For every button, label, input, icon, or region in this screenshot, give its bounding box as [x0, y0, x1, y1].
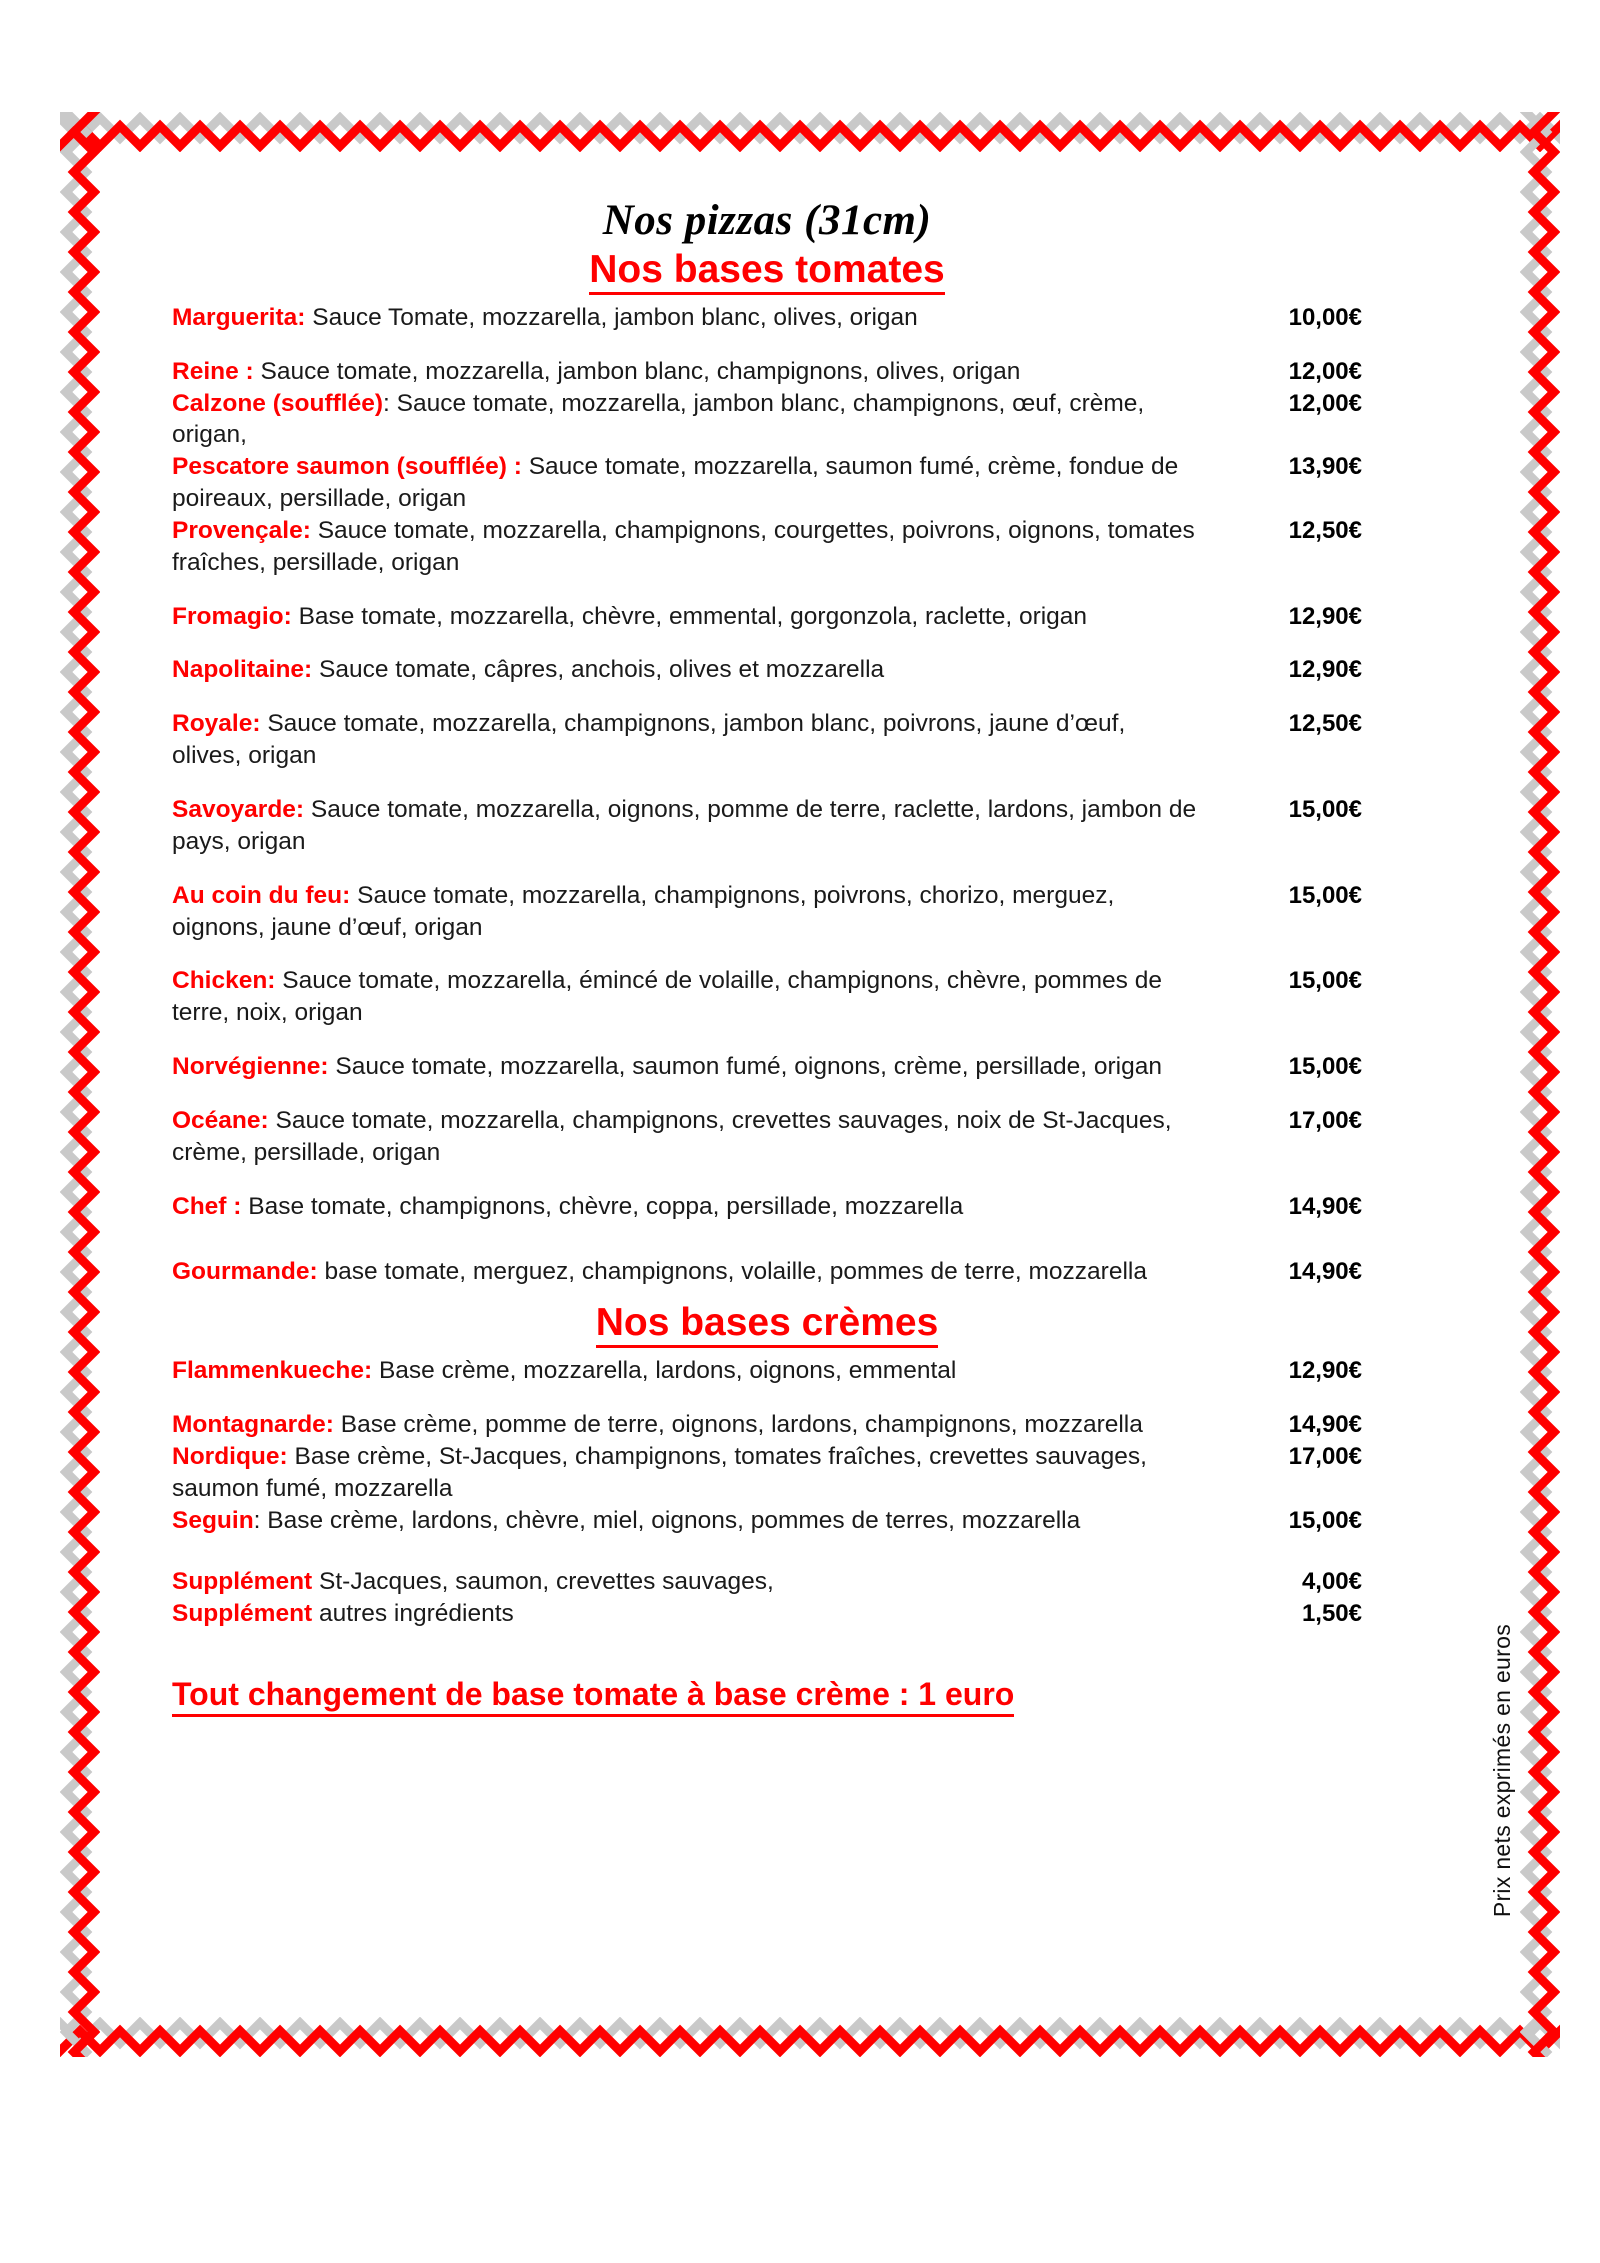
menu-item-price: 15,00€	[1288, 967, 1362, 995]
menu-item	[172, 1441, 1362, 1505]
menu-item-description: : Base crème, lardons, chèvre, miel, oignons, pommes de terres, mozzarella	[253, 1506, 1081, 1534]
menu-item-name: Gourmande:	[172, 1258, 318, 1286]
menu-item-name: Au coin du feu:	[172, 881, 351, 909]
supplement-name: Supplément	[172, 1600, 313, 1628]
menu-item-description: Base crème, St-Jacques, champignons, tomates fraîches, crevettes sauvages, saumon fumé, mozzarella	[172, 1442, 1147, 1502]
menu-item	[172, 1355, 1362, 1387]
menu-item-name: Norvégienne:	[172, 1053, 329, 1081]
menu-item-text	[172, 388, 1212, 452]
menu-item-text	[172, 515, 1212, 579]
menu-item-name: Chicken:	[172, 967, 276, 995]
menu-item-price: 12,50€	[1288, 516, 1362, 544]
menu-item-name: Marguerita:	[172, 303, 306, 331]
menu-item	[172, 1409, 1362, 1441]
spacer	[172, 943, 1362, 965]
menu-item	[172, 1191, 1362, 1223]
menu-content	[172, 196, 1362, 1713]
menu-item-price: 12,90€	[1288, 1357, 1362, 1385]
menu-item-description: Base tomate, champignons, chèvre, coppa, persillade, mozzarella	[241, 1192, 964, 1220]
spacer	[172, 858, 1362, 880]
menu-item-price: 14,90€	[1288, 1192, 1362, 1220]
menu-item-text	[172, 302, 1212, 334]
border-left	[60, 112, 100, 2057]
menu-item-price: 12,00€	[1288, 389, 1362, 417]
supplement-price: 1,50€	[1301, 1600, 1362, 1628]
menu-item-description: Sauce tomate, mozzarella, saumon fumé, oignons, crème, persillade, origan	[328, 1053, 1162, 1081]
menu-item-description: Base tomate, mozzarella, chèvre, emmental, gorgonzola, raclette, origan	[291, 602, 1088, 630]
menu-item-description: Sauce tomate, mozzarella, oignons, pomme de terre, raclette, lardons, jambon de pays, origan	[172, 796, 1197, 855]
menu-item	[172, 1505, 1362, 1537]
menu-item-price: 14,90€	[1288, 1258, 1362, 1286]
section-heading-tomates	[172, 249, 1362, 292]
menu-item-price: 12,50€	[1288, 710, 1362, 738]
menu-item-price: 17,00€	[1288, 1442, 1362, 1470]
base-change-note	[172, 1676, 1362, 1713]
menu-item-text	[172, 654, 1212, 686]
section-heading-cremes	[172, 1302, 1362, 1345]
menu-item-description: Sauce tomate, mozzarella, champignons, crevettes sauvages, noix de St-Jacques, crème, persillade, origan	[172, 1106, 1172, 1166]
menu-item-description: Sauce tomate, mozzarella, émincé de volaille, champignons, chèvre, pommes de terre, noix, origan	[172, 967, 1162, 1027]
menu-item-price: 12,00€	[1288, 357, 1362, 385]
supplement-description: autres ingrédients	[312, 1600, 514, 1628]
menu-item	[172, 302, 1362, 334]
menu-item-description: Sauce tomate, mozzarella, jambon blanc, champignons, olives, origan	[253, 357, 1021, 385]
menu-item-price: 12,90€	[1288, 656, 1362, 684]
menu-item-text	[172, 1105, 1212, 1169]
menu-item-name: Provençale:	[172, 516, 311, 544]
menu-item-description: Base crème, pomme de terre, oignons, lardons, champignons, mozzarella	[333, 1411, 1143, 1439]
menu-item-text	[172, 601, 1212, 633]
spacer	[172, 579, 1362, 601]
menu-item-name: Flammenkueche:	[172, 1357, 373, 1385]
menu-item-description: Base crème, mozzarella, lardons, oignons, emmental	[372, 1357, 957, 1385]
supplement-name: Supplément	[172, 1568, 313, 1596]
menu-item	[172, 388, 1362, 452]
menu-item	[172, 601, 1362, 633]
border-right	[1520, 112, 1560, 2057]
supplements-section	[172, 1566, 1362, 1630]
menu-item	[172, 515, 1362, 579]
menu-item-description: Sauce tomate, mozzarella, saumon fumé, crème, fondue de poireaux, persillade, origan	[172, 453, 1179, 513]
menu-item	[172, 654, 1362, 686]
menu-item-text	[172, 1409, 1212, 1441]
menu-item-description: base tomate, merguez, champignons, volaille, pommes de terre, mozzarella	[317, 1258, 1147, 1286]
menu-item-name: Napolitaine:	[172, 656, 313, 684]
menu-item-description: Sauce tomate, mozzarella, champignons, poivrons, chorizo, merguez, oignons, jaune d’œuf, origan	[172, 881, 1115, 941]
menu-item	[172, 1105, 1362, 1169]
menu-item-text	[172, 1505, 1212, 1537]
menu-item-price: 13,90€	[1288, 453, 1362, 481]
menu-item-text	[172, 356, 1212, 388]
menu-item	[172, 880, 1362, 944]
menu-item-name: Calzone (soufflée)	[172, 389, 383, 417]
spacer	[172, 1169, 1362, 1191]
spacer	[172, 1387, 1362, 1409]
menu-item-description: Sauce tomate, câpres, anchois, olives et mozzarella	[312, 656, 885, 684]
page-title: Nos pizzas (31cm)	[602, 197, 932, 244]
menu-item-name: Fromagio:	[172, 602, 292, 630]
spacer	[172, 1029, 1362, 1051]
menu-item-price: 15,00€	[1288, 881, 1362, 909]
spacer	[172, 1083, 1362, 1105]
price-disclaimer-vertical: Prix nets exprimés en euros	[1489, 1624, 1515, 1918]
menu-item-text	[172, 880, 1212, 944]
menu-item-name: Seguin	[172, 1506, 254, 1534]
menu-item-text	[172, 965, 1212, 1029]
menu-item	[172, 708, 1362, 772]
border-bottom	[60, 2017, 1560, 2057]
spacer	[172, 334, 1362, 356]
supplement-row	[172, 1598, 1362, 1630]
spacer	[172, 772, 1362, 794]
menu-item-name: Montagnarde:	[172, 1411, 334, 1439]
menu-item	[172, 965, 1362, 1029]
menu-item-description: Sauce Tomate, mozzarella, jambon blanc, olives, origan	[305, 303, 918, 331]
menu-item-price: 12,90€	[1288, 602, 1362, 630]
menu-item	[172, 1256, 1362, 1288]
menu-item-name: Reine :	[172, 357, 254, 385]
menu-item-price: 15,00€	[1288, 796, 1362, 824]
spacer	[172, 686, 1362, 708]
supplement-text	[172, 1566, 1212, 1598]
menu-item-price: 14,90€	[1288, 1411, 1362, 1439]
menu-item-price: 15,00€	[1288, 1053, 1362, 1081]
menu-item	[172, 794, 1362, 858]
spacer	[172, 632, 1362, 654]
menu-section-tomates	[172, 302, 1362, 1288]
supplement-row	[172, 1566, 1362, 1598]
section-heading-cremes-label: Nos bases crèmes	[596, 1301, 939, 1348]
menu-section-cremes	[172, 1355, 1362, 1536]
menu-item	[172, 356, 1362, 388]
supplement-description: St-Jacques, saumon, crevettes sauvages,	[312, 1568, 774, 1596]
menu-item-text	[172, 1441, 1212, 1505]
section-heading-tomates-label: Nos bases tomates	[589, 248, 944, 295]
supplement-text	[172, 1598, 1212, 1630]
menu-item-text	[172, 708, 1212, 772]
menu-item-name: Nordique:	[172, 1442, 288, 1470]
menu-item-text	[172, 1256, 1212, 1288]
menu-item-text	[172, 451, 1212, 515]
menu-item-name: Royale:	[172, 710, 261, 738]
menu-item-name: Pescatore saumon (soufflée) :	[172, 453, 522, 481]
menu-item	[172, 1051, 1362, 1083]
menu-item-price: 15,00€	[1288, 1506, 1362, 1534]
menu-item-text	[172, 1051, 1212, 1083]
menu-item-price: 17,00€	[1288, 1106, 1362, 1134]
menu-item-name: Chef :	[172, 1192, 242, 1220]
menu-item-description: Sauce tomate, mozzarella, champignons, courgettes, poivrons, oignons, tomates fraîches, persillade, origan	[172, 516, 1195, 576]
menu-item-text	[172, 794, 1212, 858]
supplement-price: 4,00€	[1301, 1568, 1362, 1596]
menu-item-text	[172, 1191, 1212, 1223]
spacer	[172, 1222, 1362, 1256]
menu-item	[172, 451, 1362, 515]
menu-item-description: : Sauce tomate, mozzarella, jambon blanc, champignons, œuf, crème, origan,	[172, 389, 1145, 449]
menu-item-name: Savoyarde:	[172, 796, 305, 824]
base-change-note-label: Tout changement de base tomate à base crème : 1 euro	[172, 1676, 1014, 1717]
menu-item-name: Océane:	[172, 1106, 269, 1134]
menu-item-description: Sauce tomate, mozzarella, champignons, jambon blanc, poivrons, jaune d’œuf, olives, origan	[172, 710, 1126, 770]
menu-item-price: 10,00€	[1288, 303, 1362, 331]
menu-item-text	[172, 1355, 1212, 1387]
border-top	[60, 112, 1560, 152]
